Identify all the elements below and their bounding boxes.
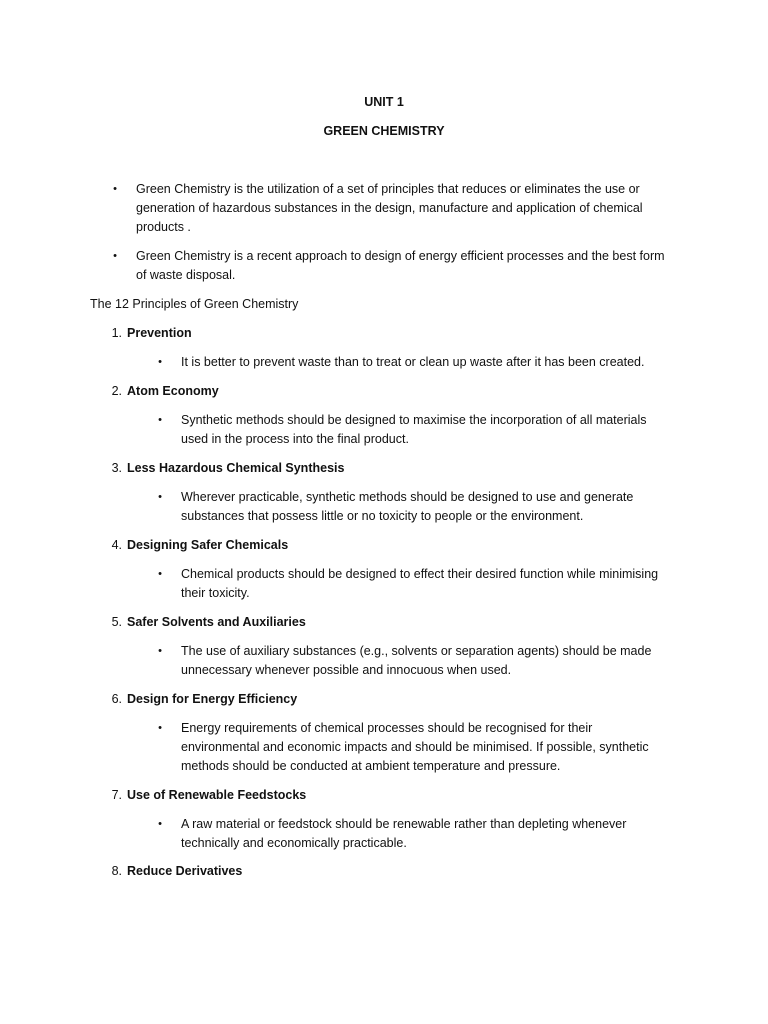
intro-bullet-text: Green Chemistry is a recent approach to design of energy efficient processes and the best form of waste disposal. — [136, 249, 665, 282]
bullet-icon: • — [113, 183, 117, 195]
principle-text: Synthetic methods should be designed to maximise the incorporation of all materials used in the process into the final product. — [181, 413, 647, 446]
principle-title: Safer Solvents and Auxiliaries — [127, 615, 306, 629]
principle-title: Use of Renewable Feedstocks — [127, 788, 307, 802]
bullet-icon: • — [113, 250, 117, 262]
principle-title: Atom Economy — [127, 384, 219, 398]
principle-number: 8. — [111, 864, 122, 878]
principle-number: 2. — [111, 384, 122, 398]
page-title: GREEN CHEMISTRY — [323, 124, 445, 138]
principle-title: Design for Energy Efficiency — [127, 692, 298, 706]
principle-text: Chemical products should be designed to effect their desired function while minimising their toxicity. — [181, 567, 659, 600]
bullet-icon: • — [158, 414, 162, 426]
principle-text: A raw material or feedstock should be renewable rather than depleting whenever technically and economically practicable. — [181, 817, 627, 850]
principle-text: It is better to prevent waste than to treat or clean up waste after it has been created. — [181, 355, 645, 369]
bullet-icon: • — [158, 491, 162, 503]
principle-number: 3. — [111, 461, 122, 475]
bullet-icon: • — [158, 722, 162, 734]
intro-bullet-text: Green Chemistry is the utilization of a set of principles that reduces or eliminates the use or generation of hazardous substances in the design, manufacture and application of chemical products . — [136, 182, 643, 234]
principle-text: Energy requirements of chemical processes should be recognised for their environmental and economic impacts and should be minimised. If possible, synthetic methods should be conducted at ambient temperature and pressure. — [181, 721, 649, 773]
principle-title: Reduce Derivatives — [127, 864, 243, 878]
principle-text: The use of auxiliary substances (e.g., solvents or separation agents) should be made unnecessary whenever possible and innocuous when used. — [181, 644, 652, 677]
principle-title: Designing Safer Chemicals — [127, 538, 289, 552]
principle-title: Less Hazardous Chemical Synthesis — [127, 461, 345, 475]
principles-heading: The 12 Principles of Green Chemistry — [90, 297, 299, 311]
bullet-icon: • — [158, 645, 162, 657]
principle-number: 6. — [111, 692, 122, 706]
principle-number: 1. — [111, 326, 122, 340]
principle-text: Wherever practicable, synthetic methods should be designed to use and generate substances that possess little or no toxicity to people or the environment. — [181, 490, 634, 523]
principle-number: 4. — [111, 538, 122, 552]
bullet-icon: • — [158, 818, 162, 830]
principle-title: Prevention — [127, 326, 192, 340]
bullet-icon: • — [158, 356, 162, 368]
principle-number: 5. — [111, 615, 122, 629]
bullet-icon: • — [158, 568, 162, 580]
principle-number: 7. — [111, 788, 122, 802]
unit-label: UNIT 1 — [364, 95, 404, 109]
